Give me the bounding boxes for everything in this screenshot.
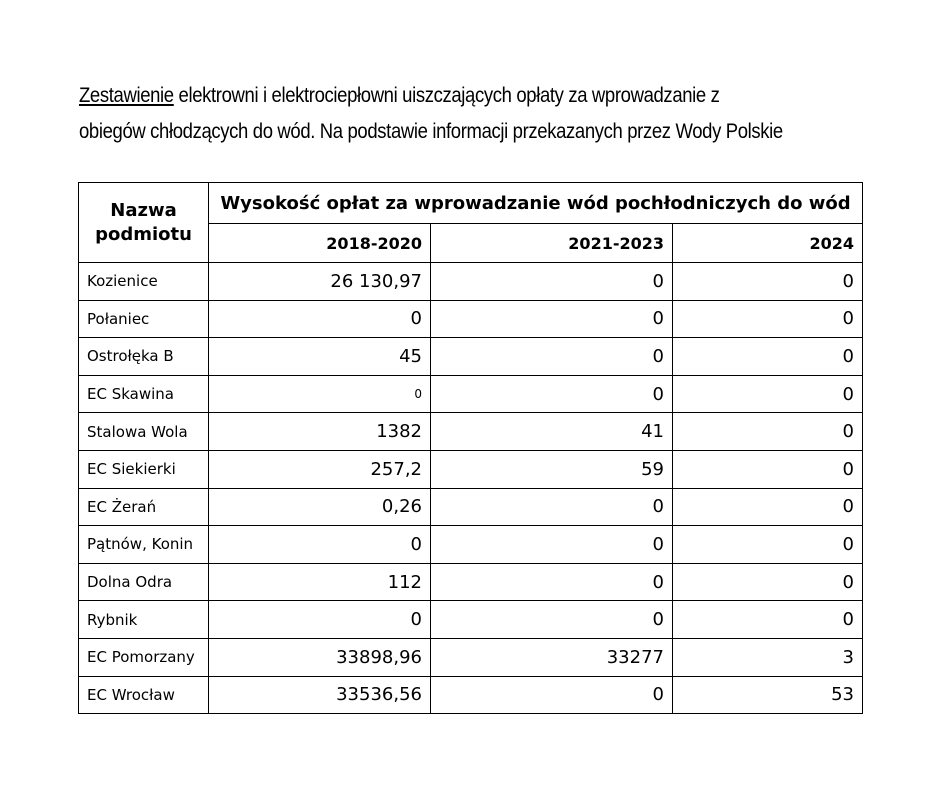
table-row — [79, 375, 863, 413]
row-name: EC Pomorzany — [79, 638, 209, 676]
value-2018-2020: 33898,96 — [209, 638, 431, 676]
value-2018-2020: 26 130,97 — [209, 263, 431, 301]
table-row — [79, 676, 863, 714]
value-2018-2020: 0 — [209, 300, 431, 338]
row-name: Kozienice — [79, 263, 209, 301]
table-row — [79, 601, 863, 639]
value-2018-2020: 0 — [209, 375, 431, 413]
table-row — [79, 263, 863, 301]
table-row — [79, 526, 863, 564]
row-name: EC Żerań — [79, 488, 209, 526]
caption-line-1-text: elektrowni i elektrociepłowni uiszczających opłaty za wprowadzanie z — [173, 84, 720, 107]
value-2021-2023: 0 — [431, 263, 673, 301]
value-2024: 0 — [673, 413, 863, 451]
value-2024: 0 — [673, 563, 863, 601]
value-2024: 0 — [673, 375, 863, 413]
document-caption — [79, 78, 783, 150]
value-2024: 0 — [673, 338, 863, 376]
row-name: EC Siekierki — [79, 450, 209, 488]
table-header-row — [79, 183, 863, 224]
value-2024: 0 — [673, 450, 863, 488]
value-2024: 0 — [673, 263, 863, 301]
value-2018-2020: 0 — [209, 601, 431, 639]
row-name: EC Wrocław — [79, 676, 209, 714]
value-2021-2023: 0 — [431, 526, 673, 564]
value-2024: 53 — [673, 676, 863, 714]
caption-underlined-word: Zestawienie — [79, 84, 174, 107]
value-2021-2023: 0 — [431, 338, 673, 376]
value-2024: 3 — [673, 638, 863, 676]
value-2021-2023: 0 — [431, 563, 673, 601]
value-2024: 0 — [673, 526, 863, 564]
column-group-header: Wysokość opłat za wprowadzanie wód pochłodniczych do wód — [209, 183, 863, 224]
value-2021-2023: 0 — [431, 488, 673, 526]
column-header-2024: 2024 — [673, 224, 863, 263]
row-name: Pątnów, Konin — [79, 526, 209, 564]
row-name: Połaniec — [79, 300, 209, 338]
table-row — [79, 300, 863, 338]
value-2018-2020: 112 — [209, 563, 431, 601]
row-name: Stalowa Wola — [79, 413, 209, 451]
value-2018-2020: 257,2 — [209, 450, 431, 488]
column-header-2018-2020: 2018-2020 — [209, 224, 431, 263]
table-row — [79, 450, 863, 488]
row-name: Ostrołęka B — [79, 338, 209, 376]
value-2021-2023: 0 — [431, 601, 673, 639]
value-2018-2020: 0,26 — [209, 488, 431, 526]
value-2018-2020: 33536,56 — [209, 676, 431, 714]
value-2021-2023: 0 — [431, 375, 673, 413]
table-row — [79, 338, 863, 376]
row-name: Dolna Odra — [79, 563, 209, 601]
value-2024: 0 — [673, 300, 863, 338]
value-2018-2020: 1382 — [209, 413, 431, 451]
row-name: EC Skawina — [79, 375, 209, 413]
table-row — [79, 488, 863, 526]
value-2021-2023: 59 — [431, 450, 673, 488]
caption-line-1 — [79, 78, 783, 114]
table-row — [79, 638, 863, 676]
table-row — [79, 413, 863, 451]
row-name: Rybnik — [79, 601, 209, 639]
table-row — [79, 563, 863, 601]
value-2018-2020: 0 — [209, 526, 431, 564]
value-2024: 0 — [673, 488, 863, 526]
value-2021-2023: 0 — [431, 676, 673, 714]
caption-line-2: obiegów chłodzących do wód. Na podstawie informacji przekazanych przez Wody Polskie — [79, 120, 783, 143]
value-2021-2023: 0 — [431, 300, 673, 338]
fees-table — [78, 182, 863, 714]
column-header-name: Nazwa podmiotu — [79, 183, 209, 263]
column-header-2021-2023: 2021-2023 — [431, 224, 673, 263]
value-2021-2023: 41 — [431, 413, 673, 451]
value-2021-2023: 33277 — [431, 638, 673, 676]
value-2018-2020: 45 — [209, 338, 431, 376]
value-2024: 0 — [673, 601, 863, 639]
